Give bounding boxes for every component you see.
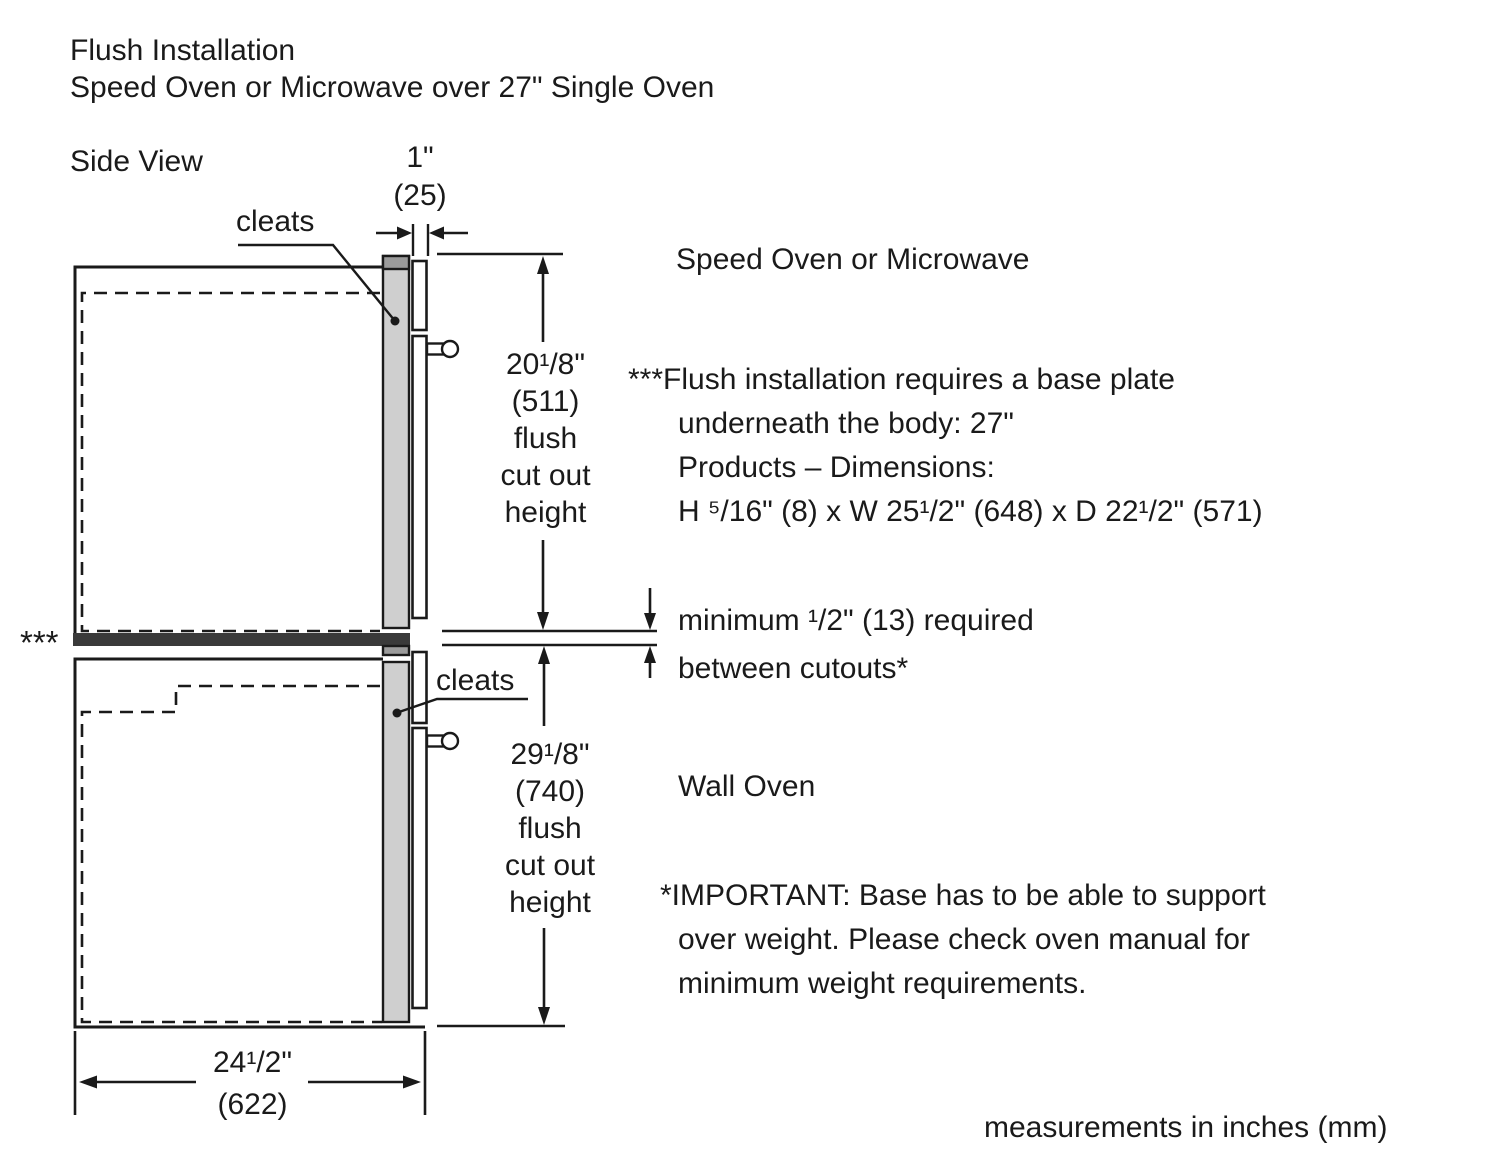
upper-cleats-leader xyxy=(238,245,400,326)
upper-oven-door xyxy=(413,261,427,618)
base-plate-stars: *** xyxy=(20,624,59,661)
cutout-gap-lines xyxy=(442,631,657,645)
depth-inches: 24¹/2" xyxy=(212,1046,293,1079)
upper-cutout-mm: (511) xyxy=(511,385,580,418)
page-title-line1: Flush Installation xyxy=(70,34,296,67)
lower-cutout-dashed xyxy=(82,686,382,1022)
cabinet-depth-dimension xyxy=(175,1042,330,1126)
flush-note: ***Flush installation requires a base plate underneath the body: 27" Products – Dimensions: H ⁵/16" (8) x W 25¹/2" (648) x D 22¹/2" (571) xyxy=(628,363,1263,528)
min-gap-note: minimum ¹/2" (13) required between cutouts* xyxy=(678,604,1034,685)
door-thickness-mm: (25) xyxy=(393,179,447,212)
upper-cabinet-outline xyxy=(75,267,383,633)
door-thickness-arrows xyxy=(376,224,468,256)
upper-cutout-dimension: 20¹/8" (511) flush cut out height xyxy=(468,346,623,531)
upper-cleats-label: cleats xyxy=(236,205,315,238)
lower-cutout-inches: 29¹/8" xyxy=(510,738,590,771)
lower-oven-handle xyxy=(427,733,458,749)
min-gap-arrows xyxy=(644,588,656,678)
page-title-line2: Speed Oven or Microwave over 27" Single Oven xyxy=(70,71,715,104)
lower-cleat xyxy=(383,646,409,1022)
lower-cabinet-outline xyxy=(75,659,425,1027)
upper-cutout-inches: 20¹/8" xyxy=(505,348,586,381)
important-note: *IMPORTANT: Base has to be able to support over weight. Please check oven manual for minimum weight requirements. xyxy=(660,879,1266,1000)
upper-oven-handle xyxy=(427,341,458,357)
upper-cutout-dashed xyxy=(82,293,380,631)
base-plate-bar xyxy=(73,633,410,646)
wall-oven-label: Wall Oven xyxy=(678,770,816,803)
lower-cutout-dimension: 29¹/8" (740) flush cut out height xyxy=(470,736,630,921)
measurements-footer: measurements in inches (mm) xyxy=(984,1111,1388,1144)
door-thickness-inches: 1" xyxy=(406,141,434,174)
lower-cutout-mm: (740) xyxy=(514,775,586,808)
lower-cleats-label: cleats xyxy=(436,664,515,697)
speed-oven-label: Speed Oven or Microwave xyxy=(676,243,1030,276)
side-view-label: Side View xyxy=(70,145,203,178)
door-thickness-dimension xyxy=(355,139,485,215)
depth-mm: (622) xyxy=(217,1088,288,1121)
